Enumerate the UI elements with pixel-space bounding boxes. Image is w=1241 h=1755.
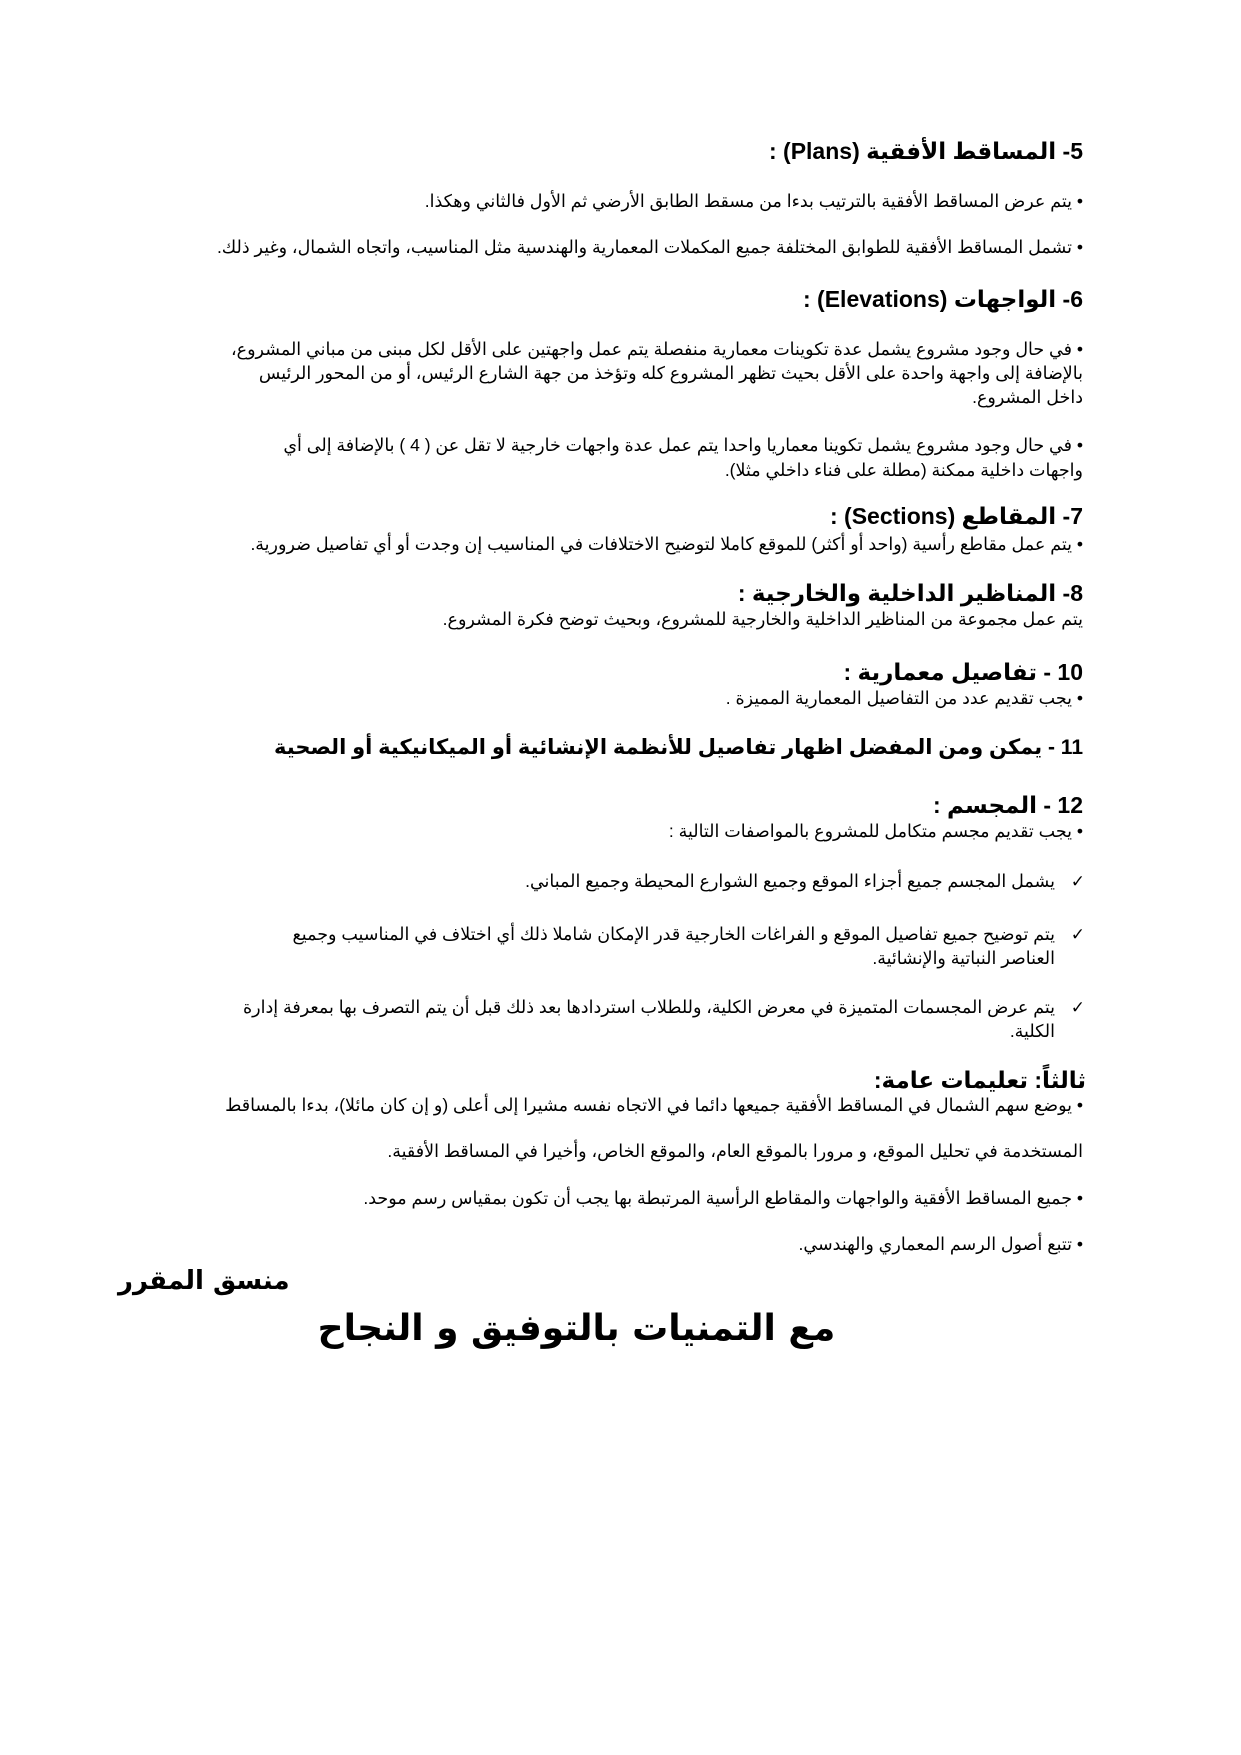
closing-wishes <box>0 1308 1241 1349</box>
heading-details: 10 - تفاصيل معمارية : <box>843 659 1083 685</box>
check-icon: ✓ <box>1070 998 1085 1017</box>
general-bullet-2: • جميع المساقط الأفقية والواجهات والمقاطع الرأسية المرتبطة بها يجب أن تكون بمقياس رسم موحد. <box>363 1188 1083 1208</box>
elevations-bullet-1-line-1: • في حال وجود مشروع يشمل عدة تكوينات معمارية منفصلة يتم عمل واجهتين على الأقل لكل مبنى من مباني المشروع، <box>231 339 1083 359</box>
elevations-bullet-2-line-1: • في حال وجود مشروع يشمل تكوينا معماريا واحدا يتم عمل عدة واجهات خارجية لا تقل عن ( 4 ) بالإضافة إلى أي <box>283 435 1083 455</box>
model-check-2-line-2: العناصر النباتية والإنشائية. <box>872 948 1055 968</box>
general-bullet-1-line-1: • يوضع سهم الشمال في المساقط الأفقية جميعها دائما في الاتجاه نفسه مشيرا إلى أعلى (و إن كان مائلا)، بدءا بالمساقط <box>225 1095 1083 1115</box>
heading-model: 12 - المجسم : <box>932 792 1083 818</box>
details-bullet: • يجب تقديم عدد من التفاصيل المعمارية المميزة . <box>725 688 1083 708</box>
model-bullet: • يجب تقديم مجسم متكامل للمشروع بالمواصفات التالية : <box>668 821 1083 841</box>
elevations-bullet-1-line-2: بالإضافة إلى واجهة واحدة على الأقل بحيث تظهر المشروع كله وتؤخذ من جهة الشارع الرئيس، أو من المحور الرئيس <box>258 363 1083 383</box>
plans-bullet-1: • يتم عرض المساقط الأفقية بالترتيب بدءا من مسقط الطابق الأرضي ثم الأول فالثاني وهكذا. <box>424 191 1083 211</box>
elevations-bullet-1-line-3: داخل المشروع. <box>972 387 1083 407</box>
sections-bullet: • يتم عمل مقاطع رأسية (واحد أو أكثر) للموقع كاملا لتوضيح الاختلافات في المناسيب إن وجدت أو أي تفاصيل ضرورية. <box>250 534 1083 554</box>
model-check-3-line-2: الكلية. <box>1009 1021 1055 1041</box>
check-icon: ✓ <box>1070 872 1085 891</box>
closing-text: مع التمنيات بالتوفيق و النجاح <box>317 1308 836 1349</box>
model-check-2-line-1: يتم توضيح جميع تفاصيل الموقع و الفراغات الخارجية قدر الإمكان شاملا ذلك أي اختلاف في المناسيب وجميع <box>292 924 1055 944</box>
heading-general: ثالثاً: تعليمات عامة: <box>873 1067 1086 1093</box>
heading-plans: 5- المساقط الأفقية (Plans) : <box>768 138 1083 164</box>
check-icon: ✓ <box>1070 925 1085 944</box>
perspectives-text: يتم عمل مجموعة من المناظير الداخلية والخارجية للمشروع، وبحيث توضح فكرة المشروع. <box>442 609 1083 629</box>
elevations-bullet-2-line-2: واجهات داخلية ممكنة (مطلة على فناء داخلي مثلا). <box>724 460 1083 480</box>
model-check-1: يشمل المجسم جميع أجزاء الموقع وجميع الشوارع المحيطة وجميع المباني. <box>525 871 1055 891</box>
heading-perspectives: 8- المناظير الداخلية والخارجية : <box>737 580 1083 606</box>
heading-elevations: 6- الواجهات (Elevations) : <box>803 286 1083 312</box>
model-check-3-line-1: يتم عرض المجسمات المتميزة في معرض الكلية، وللطلاب استردادها بعد ذلك قبل أن يتم التصرف بها بمعرفة إدارة <box>243 997 1055 1017</box>
general-bullet-3: • تتبع أصول الرسم المعماري والهندسي. <box>798 1234 1083 1254</box>
plans-bullet-2: • تشمل المساقط الأفقية للطوابق المختلفة جميع المكملات المعمارية والهندسية مثل المناسيب، واتجاه الشمال، وغير ذلك. <box>216 237 1083 257</box>
heading-systems: 11 - يمكن ومن المفضل اظهار تفاصيل للأنظمة الإنشائية أو الميكانيكية أو الصحية <box>274 736 1083 759</box>
general-bullet-1-line-2: المستخدمة في تحليل الموقع، و مرورا بالموقع العام، والموقع الخاص، وأخيرا في المساقط الأفقية. <box>387 1141 1083 1161</box>
course-coordinator-signature: منسق المقرر <box>118 1266 290 1296</box>
heading-sections: 7- المقاطع (Sections) : <box>830 503 1083 529</box>
